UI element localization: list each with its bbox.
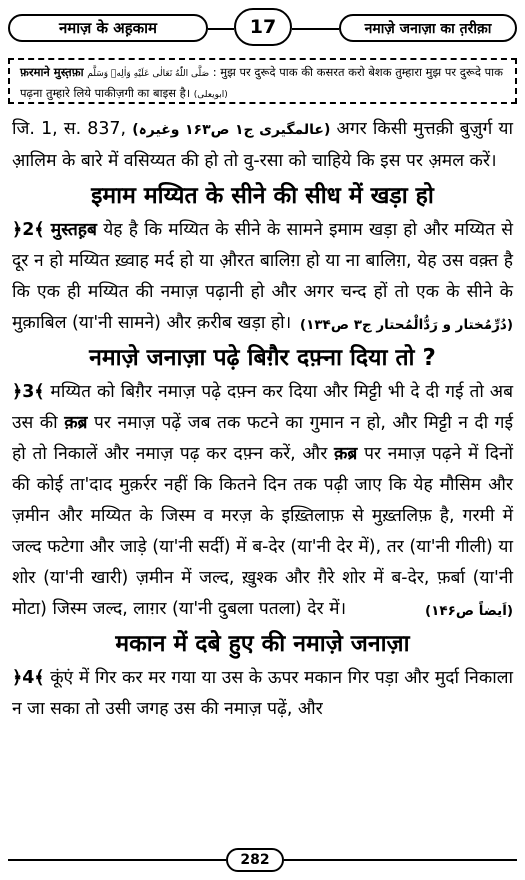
para1-text: अगर किसी मुत्तक़ी बुज़ुर्ग या आ़लिम के बारे में वसिय्यत की हो तो वु-रसा को चाहिये कि इस पर अ़मल करें। (12, 119, 513, 171)
farmaan-label: फ़रमाने मुस्त़फ़ा (20, 65, 84, 79)
paragraph-3 (12, 377, 513, 625)
paragraph-1 (12, 114, 513, 177)
para3-reference: (اَیضاً ص۱۴۶) (424, 603, 513, 619)
page-body (12, 114, 513, 725)
para3-text-b: पर नमाज़ पढ़ें जब तक फटने का गुमान न हो, और मिट्टी न दी गई हो तो निकालें और नमाज़ पढ़ कर दफ़्न करें, और (12, 413, 514, 464)
para3-qabr-1: क़ब्र (64, 413, 88, 433)
page-header (8, 8, 517, 44)
footer-rule-right (284, 859, 517, 861)
para2-marker: ﴿2﴾ (12, 220, 45, 240)
heading-imam-position: इमाम मय्यित के सीने की सीध में खड़ा हो (91, 183, 434, 209)
heading-buried-under-house: मकान में दबे हुए की नमाज़े जनाज़ा (115, 631, 410, 657)
page-number: 17 (234, 8, 292, 46)
farmaan-salutation: صَلَّى اللّٰهُ تَعَالٰى عَلَيْهِ وَاٰلِهٖ وَسَلَّم (87, 69, 210, 79)
para4-text: कूंएं में गिर कर मर गया या उस के ऊपर मकान गिर पड़ा और मुर्दा निकाला न जा सका तो उसी जगह उस की नमाज़ पढ़ें, और (12, 668, 513, 719)
para4-marker: ﴿4﴾ (12, 668, 45, 688)
footer-rule-left (8, 859, 226, 861)
footer-page-number: 282 (226, 848, 284, 872)
para1-prefix: जि. 1, स. 837, (12, 119, 127, 139)
para2-text: येह है कि मय्यित के सीने के सामने इमाम खड़ा हो और मय्यित से दूर न हो मय्यित ख़्वाह मर्द हो या औ़रत बालिग़ हो या ना बालिग़, येह उस वक़्त है कि एक ही मय्यित की नमाज़ पढ़ानी हो और अगर चन्द हों तो एक के सीने के मुक़ाबिल (या'नी सामने) और क़रीब खड़ा हो। (12, 220, 513, 333)
para3-qabr-2: क़ब्र (334, 444, 358, 464)
farmaan-source: (ابویعلی) (193, 90, 228, 100)
header-rule-left (208, 28, 234, 30)
para2-bold-word: मुस्तह़ब (50, 220, 97, 240)
para3-marker: ﴿3﴾ (12, 382, 45, 402)
farmaan-text: : मुझ पर दुरूदे पाक की कसरत करो बेशक तुम्हारा मुझ पर दुरूदे पाक पढ़ना तुम्हारे लिये पाकीज़गी का बाइस है। (20, 65, 503, 100)
farmaan-box (8, 58, 517, 104)
para3-text-c: पर नमाज़ पढ़ने में दिनों की कोई ता'दाद मुक़र्रर नहीं कि कितने दिन तक पढ़ी जाए कि येह मौसिम और ज़मीन और मय्यित के जिस्म व मरज़ के इख़्तिलाफ़ से मुख़्तलिफ़ है, गरमी में जल्द फटेगा और जाड़े (या'नी सर्दी) में ब-देर (या'नी देर में), तर (या'नी गीली) या शोर (या'नी खारी) ज़मीन में जल्द, ख़ुश्क और ग़ैरे शोर में ब-देर, फ़र्बा (या'नी मोटा) जिस्म जल्द, लाग़र (या'नी दुबला पतला) देर में। (12, 444, 513, 619)
para3-text-a: मय्यित को बिग़ैर नमाज़ पढ़े दफ़्न कर दिया और मिट्टी भी दे दी गई तो अब उस की (12, 382, 514, 433)
chapter-title: नमाज़े जनाज़ा का त़रीक़ा (339, 14, 517, 42)
heading-buried-without-prayer: नमाज़े जनाज़ा पढ़े बिग़ैर दफ़्ना दिया तो ? (89, 345, 436, 371)
paragraph-2 (12, 215, 513, 339)
header-rule-right (292, 28, 339, 30)
paragraph-4 (12, 663, 513, 725)
book-title: नमाज़ के अह़काम (8, 14, 208, 42)
para1-arabic-ref: (عالمگیری ج۱ ص۱۶۳ وغیرہ) (132, 122, 331, 138)
para2-reference: (دُرِّمُختار و رَدُّالْمُحتار ج۳ ص۱۳۴) (299, 317, 513, 333)
